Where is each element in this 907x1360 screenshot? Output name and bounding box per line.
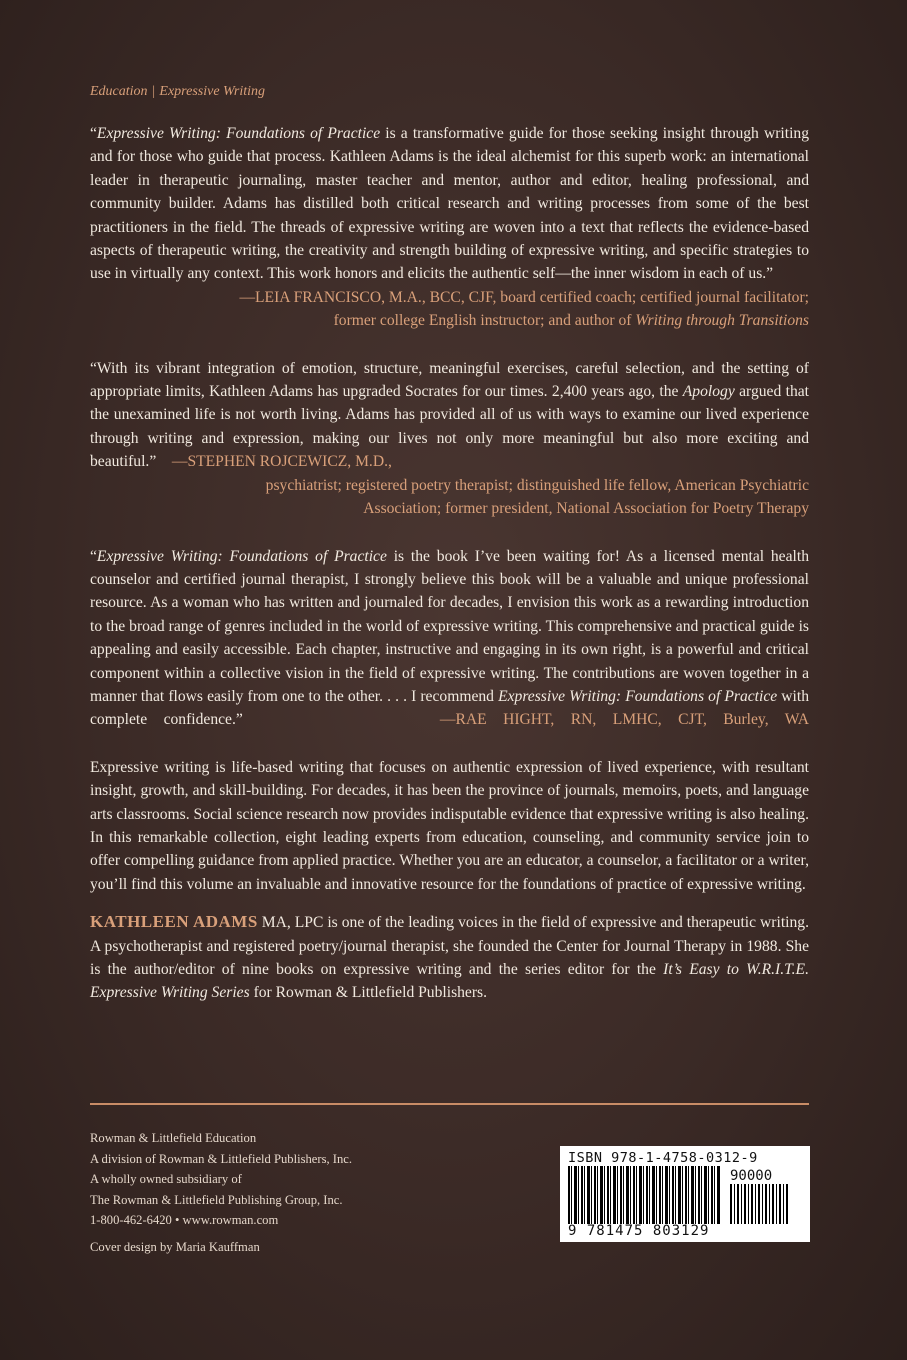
addon-number: 90000	[730, 1168, 773, 1184]
category-primary: Education	[90, 84, 148, 99]
endorsement-text: is the book I’ve been waiting for! As a licensed mental health counselor and certified journal therapist, I strongly believe this book will be a valuable and unique professional resource. As a woman who has written and journaled for decades, I envision this work as a rewarding introduction to the broad range of genres included in the world of expressive writing. This comprehensive and practical guide is appealing and easily accessible. Each chapter, instructive and engaging in its own right, is a powerful and critical component within a collective vision in the field of expressive writing. The contributions are woven together in a manner that flows easily from one to the other. . . . I recommend	[90, 547, 809, 705]
endorsement-text: with complete confidence.”	[90, 687, 810, 729]
category-secondary: Expressive Writing	[159, 84, 266, 99]
book-title: Expressive Writing: Foundations of Practice	[498, 687, 778, 705]
endorsement-francisco	[90, 122, 809, 333]
author-bio-text: for Rowman & Littlefield Publishers.	[249, 984, 488, 1002]
publisher-line: A division of Rowman & Littlefield Publishers, Inc.	[90, 1151, 352, 1166]
category-line	[90, 84, 809, 100]
attribution-line: psychiatrist; registered poetry therapist; distinguished life fellow, American Psychiatric	[265, 476, 809, 494]
author-bio	[90, 910, 809, 1005]
endorsement-attribution: —RAE HIGHT, RN, LMHC, CJT, Burley, WA	[439, 711, 809, 729]
ean-barcode-bars	[568, 1166, 720, 1224]
price-addon	[730, 1169, 790, 1224]
author-bio-text: MA, LPC is one of the leading voices in the field of expressive and therapeutic writing. A psychotherapist and registered poetry/journal therapist, she founded the Center for Journal Therapy in 1988. She is the author/editor of nine books on expressive writing and the series editor for the	[90, 914, 809, 978]
isbn-label: ISBN 978-1-4758-0312-9	[568, 1150, 758, 1166]
emphasized-title: Apology	[682, 383, 735, 401]
divider-rule	[90, 1103, 809, 1105]
ean-number: 9 781475 803129	[568, 1223, 710, 1239]
endorsement-attribution	[90, 286, 809, 333]
endorsement-hight	[90, 545, 809, 732]
endorsement-rojcewicz	[90, 357, 809, 521]
endorsement-attribution: —STEPHEN ROJCEWICZ, M.D.,	[171, 453, 392, 471]
quote-open-mark: “	[90, 547, 97, 565]
book-title: Expressive Writing: Foundations of Practice	[96, 125, 381, 142]
category-separator: |	[151, 84, 156, 99]
cover-design-credit: Cover design by Maria Kauffman	[90, 1239, 260, 1254]
endorsement-text: is a transformative guide for those seeking insight through writing and for those who guide that process. Kathleen Adams is the ideal alchemist for this superb work: an international leader in therapeutic journaling, master teacher and mentor, author and editor, healing professional, and community builder. Adams has distilled both critical research and writing processes from some of the best practitioners in the field. The threads of expressive writing are woven into a text that reflects the evidence-based aspects of therapeutic writing, the creativity and strength building of expressive writing, and specific strategies to use in virtually any context. This work honors and elicits the authentic self—the inner wisdom in each of us.”	[90, 125, 810, 283]
book-description: Expressive writing is life-based writing that focuses on authentic expression of lived experience, with resultant insight, growth, and skill-building. For decades, it has been the province of journals, memoirs, poets, and language arts classrooms. Social science research now provides indisputable evidence that expressive writing is also healing. In this remarkable collection, eight leading experts from education, counseling, and community service join to offer compelling guidance from applied practice. Whether you are an educator, a counselor, a facilitator or a writer, you’ll find this volume an invaluable and innovative resource for the foundations of practice of expressive writing.	[90, 758, 809, 893]
cover-text	[90, 84, 809, 1019]
attribution-line: —LEIA FRANCISCO, M.A., BCC, CJF, board certified coach; certified journal facilitator;	[239, 288, 809, 306]
publisher-contact: 1-800-462-6420 • www.rowman.com	[90, 1213, 279, 1227]
book-title: Expressive Writing: Foundations of Practice	[96, 547, 387, 565]
endorsement-text: “With its vibrant integration of emotion, structure, meaningful exercises, careful selection, and the setting of appropriate limits, Kathleen Adams has upgraded Socrates for our times. 2,400 years ago, the	[90, 359, 809, 401]
attribution-line: Association; former president, National Association for Poetry Therapy	[363, 500, 809, 518]
attribution-line: former college English instructor; and author of	[333, 312, 636, 330]
endorsement-text: argued that the unexamined life is not worth living. Adams has provided all of us with ways to examine our lived experience through writing and expression, making our lives not only more meaningful but also more exciting and beautiful.”	[90, 383, 809, 471]
barcode-bars-row	[568, 1166, 802, 1224]
publisher-line: Rowman & Littlefield Education	[90, 1131, 257, 1145]
publisher-line: A wholly owned subsidiary of	[90, 1172, 242, 1186]
publisher-info	[90, 1128, 352, 1257]
isbn-barcode	[560, 1146, 810, 1242]
author-name: KATHLEEN ADAMS	[90, 912, 258, 932]
endorsement-attribution-cont	[90, 474, 809, 521]
publisher-line: The Rowman & Littlefield Publishing Group, Inc.	[90, 1192, 343, 1207]
addon-barcode-bars	[730, 1184, 790, 1224]
series-title: It’s Easy to W.R.I.T.E. Expressive Writing Series	[90, 961, 809, 1002]
quote-open-mark: “	[90, 125, 97, 142]
attribution-book-title: Writing through Transitions	[635, 312, 809, 330]
